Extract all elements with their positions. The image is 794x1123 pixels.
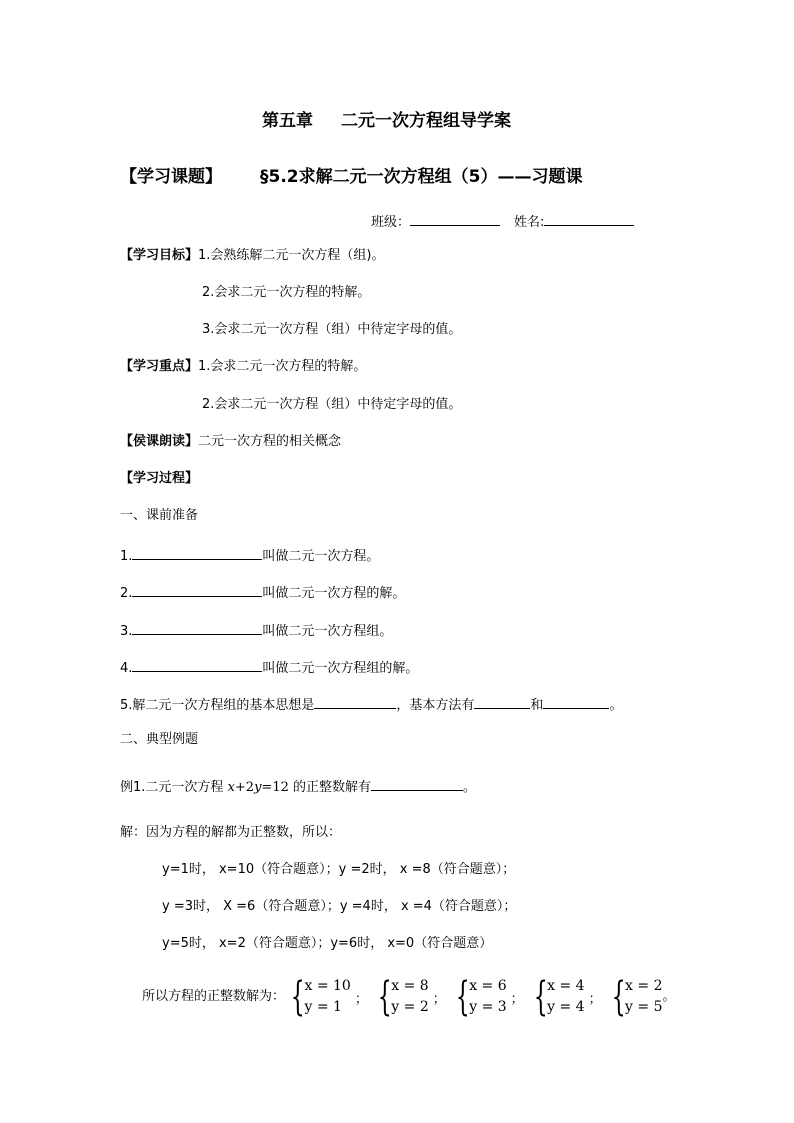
solution-system: { x = 4 y = 4 (533, 974, 585, 1020)
chapter-title: 二元一次方程组导学案 (341, 111, 511, 131)
focus-line-1 (120, 358, 366, 376)
goal-item: 3.会求二元一次方程（组）中待定字母的值。 (202, 322, 462, 337)
solution-system: { x = 8 y = 2 (377, 974, 429, 1020)
name-blank[interactable] (544, 211, 634, 226)
fill-item: 3. 叫做二元一次方程组。 (120, 620, 392, 641)
answer-blank[interactable] (543, 694, 609, 709)
goals-label: 【学习目标】 (120, 248, 199, 263)
solution-intro: 解：因为方程的解都为正整数，所以： (120, 825, 342, 840)
question-5: 5.解二元一次方程组的基本思想是 ，基本方法有 和 。 (120, 694, 622, 715)
solution-line: y=1时， x=10（符合题意）；y =2时， x =8（符合题意）； (162, 862, 516, 877)
goal-item: 2.会求二元一次方程的特解。 (202, 285, 371, 300)
solution-system: { x = 6 y = 3 (455, 974, 507, 1020)
answer-blank[interactable] (474, 694, 530, 709)
student-info (371, 211, 634, 232)
preview-text: 二元一次方程的相关概念 (198, 434, 342, 449)
goal-item: 1.会熟练解二元一次方程（组)。 (198, 248, 385, 263)
solution-system: { x = 2 y = 5 (611, 974, 663, 1020)
focus-item: 2.会求二元一次方程（组）中待定字母的值。 (202, 397, 462, 412)
fill-item: 1. 叫做二元一次方程。 (120, 545, 379, 566)
answer-blank[interactable] (371, 776, 463, 791)
preview-line (120, 433, 341, 451)
process-label: 【学习过程】 (120, 471, 199, 486)
class-blank[interactable] (410, 211, 500, 226)
answer-blank[interactable] (132, 620, 262, 635)
example-1: 例1.二元一次方程 x+2y=12 的正整数解有 。 (120, 776, 476, 797)
section-heading: 一、课前准备 (120, 508, 199, 523)
page-title (262, 106, 511, 131)
focus-item: 1.会求二元一次方程的特解。 (198, 359, 367, 374)
name-label: 姓名: (514, 215, 545, 230)
section-heading: 二、典型例题 (120, 732, 199, 747)
solution-line: y=5时， x=2（符合题意）；y=6时， x=0（符合题意） (162, 936, 493, 951)
answer-blank[interactable] (132, 545, 262, 560)
solution-line: y =3时， X =6（符合题意）；y =4时， x =4（符合题意）； (162, 899, 517, 914)
solution-conclusion: 所以方程的正整数解为： { x = 10 y = 1 ； { x = 8 y = 2 ； { x = 6 y = 3 ； { x = 4 y = 4 ； { x = 2 y = 5 。 (142, 974, 676, 1020)
fill-item: 4. 叫做二元一次方程组的解。 (120, 657, 418, 678)
goals-line-1 (120, 247, 385, 265)
topic-text: §5.2求解二元一次方程组（5）——习题课 (260, 167, 583, 187)
answer-blank[interactable] (314, 694, 396, 709)
chapter-label: 第五章 (262, 111, 313, 131)
class-label: 班级： (371, 215, 411, 230)
answer-blank[interactable] (132, 657, 262, 672)
focus-label: 【学习重点】 (120, 359, 199, 374)
fill-item: 2. 叫做二元一次方程的解。 (120, 582, 405, 603)
solution-system: { x = 10 y = 1 (290, 974, 351, 1020)
answer-blank[interactable] (132, 582, 262, 597)
topic-label: 【学习课题】 (120, 167, 222, 187)
preview-label: 【侯课朗读】 (120, 434, 199, 449)
topic-line (120, 162, 582, 187)
